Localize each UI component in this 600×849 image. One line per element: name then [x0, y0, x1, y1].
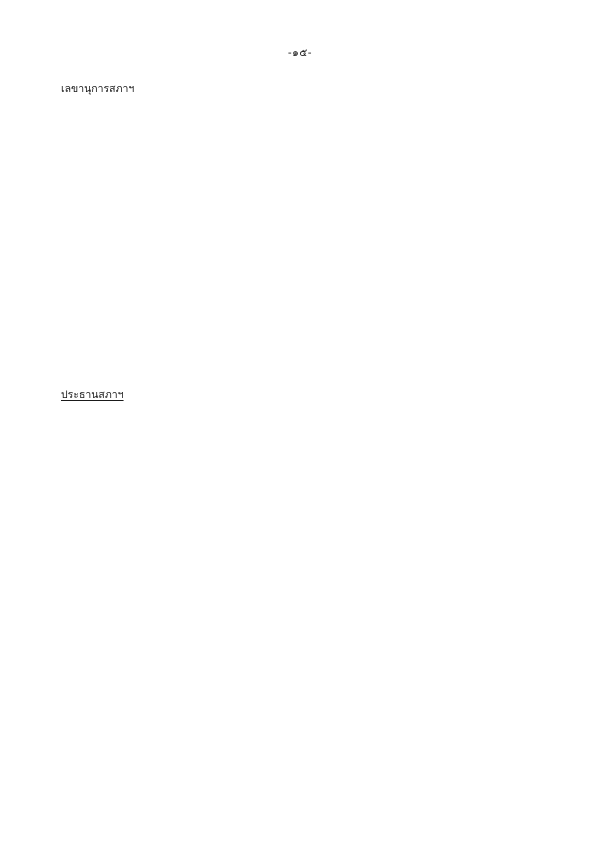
speaker-secretary: เลขานุการสภาฯ — [61, 83, 135, 95]
speaker-chairman: ประธานสภาฯ — [61, 389, 124, 401]
page-number: -๑๕- — [287, 47, 313, 59]
